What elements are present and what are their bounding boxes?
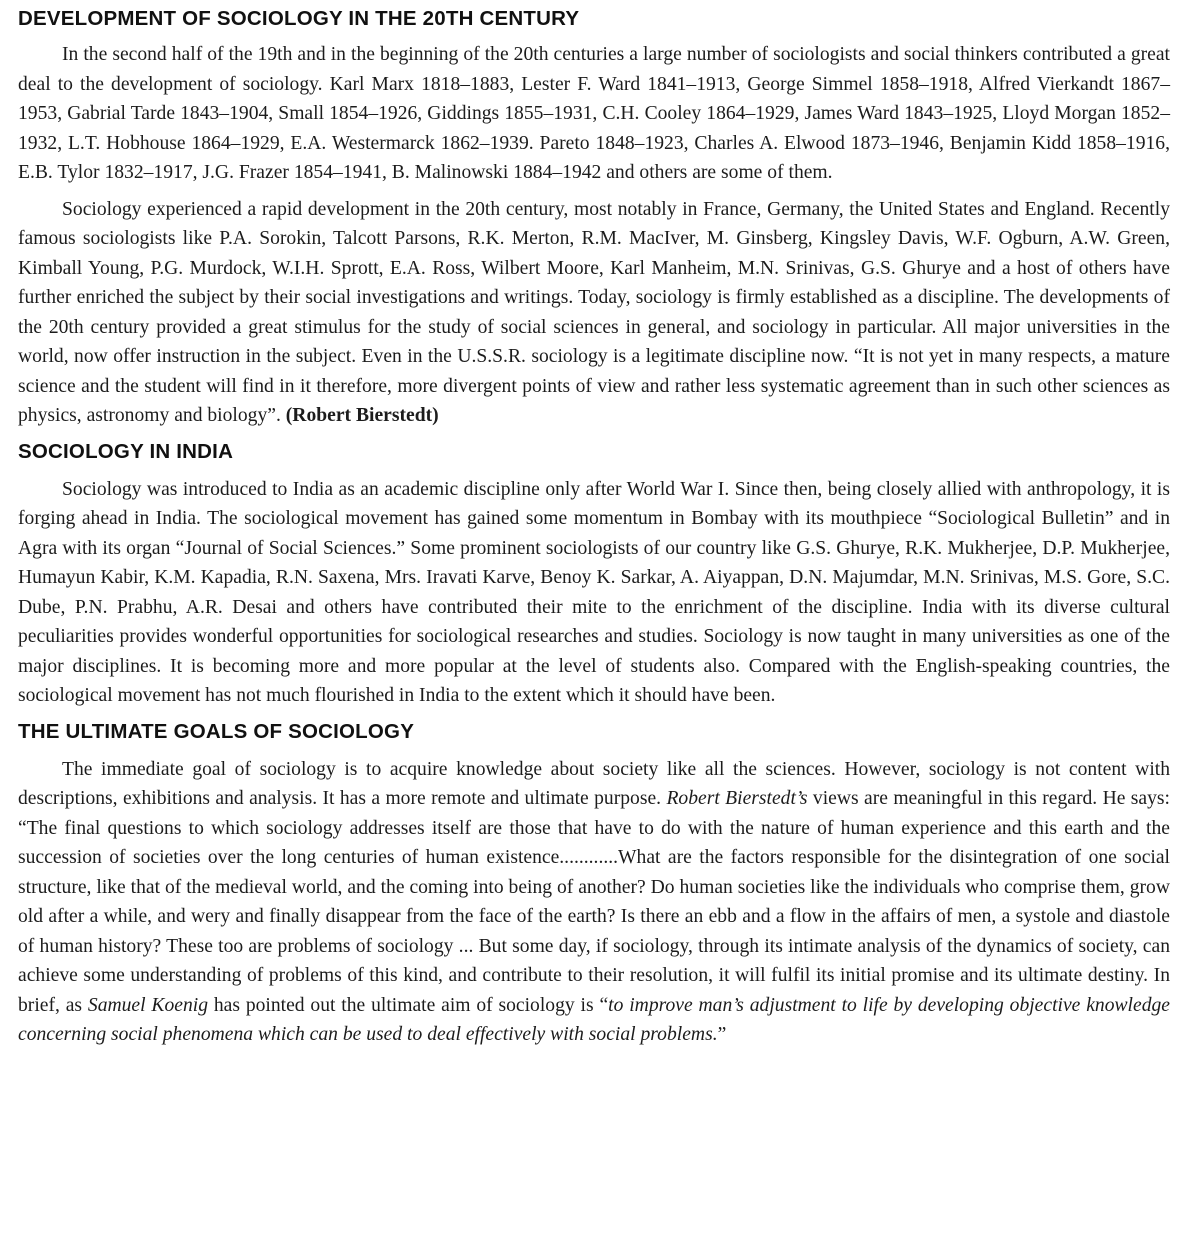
document-page [18,6,1170,1050]
closing-quote-mark: ” [717,1024,727,1045]
section-heading-development: DEVELOPMENT OF SOCIOLOGY IN THE 20TH CENTURY [18,7,580,30]
paragraph-text-part-3: has pointed out the ultimate aim of sociology is “ [213,994,609,1016]
paragraph-text: Sociology experienced a rapid development in the 20th century, most notably in France, Germany, the United States and England. Recently famous sociologists like P.A. Sorokin, Talcott Parsons, R.K. Merton, R.M. MacIver, M. Ginsberg, Kingsley Davis, W.F. Ogburn, A.W. Green, Kimball Young, P.G. Murdock, W.I.H. Sprott, E.A. Ross, Wilbert Moore, Karl Manheim, M.N. Srinivas, G.S. Ghurye and a host of others have further enriched the subject by their social investigations and writings. Today, sociology is firmly established as a discipline. The developments of the 20th century provided a great stimulus for the study of social sciences in general, and sociology in particular. All major universities in the world, now offer instruction in the subject. Even in the U.S.S.R. sociology is a legitimate discipline now. “It is not yet in many respects, a mature science and the student will find in it therefore, more divergent points of view and rather less systematic agreement than in such other sciences as physics, astronomy and biology”. [18,198,1170,426]
author-name-robert-bierstedt: Robert Bierstedt’s [666,788,808,809]
citation-robert-bierstedt: (Robert Bierstedt) [285,405,439,426]
paragraph-19th-century-sociologists: In the second half of the 19th and in the beginning of the 20th centuries a large number of sociologists and social thinkers contributed a great deal to the development of sociology. Karl Marx 1818–1883, Lester F. Ward 1841–1913, George Simmel 1858–1918, Alfred Vierkandt 1867–1953, Gabrial Tarde 1843–1904, Small 1854–1926, Giddings 1855–1931, C.H. Cooley 1864–1929, James Ward 1843–1925, Lloyd Morgan 1852–1932, L.T. Hobhouse 1864–1929, E.A. Westermarck 1862–1939. Pareto 1848–1923, Charles A. Elwood 1873–1946, Benjamin Kidd 1858–1916, E.B. Tylor 1832–1917, J.G. Frazer 1854–1941, B. Malinowski 1884–1942 and others are some of them. [18,44,1170,183]
section-heading-india: SOCIOLOGY IN INDIA [18,439,234,463]
paragraph-sociology-in-india: Sociology was introduced to India as an academic discipline only after World War I. Since then, being closely allied with anthropology, it is forging ahead in India. The sociological movement has gained some momentum in Bombay with its mouthpiece “Sociological Bulletin” and in Agra with its organ “Journal of Social Sciences.” Some prominent sociologists of our country like G.S. Ghurye, R.K. Mukherjee, D.P. Mukherjee, Humayun Kabir, K.M. Kapadia, R.N. Saxena, Mrs. Iravati Karve, Benoy K. Sarkar, A. Aiyappan, D.N. Majumdar, M.N. Srinivas, M.S. Gore, S.C. Dube, P.N. Prabhu, A.R. Desai and others have contributed their mite to the enrichment of the discipline. India with its diverse cultural peculiarities provides wonderful opportunities for sociological researches and studies. Sociology is now taught in many universities as one of the major disciplines. It is becoming more and more popular at the level of students also. Compared with the English-speaking countries, the sociological movement has not much flourished in India to the extent which it should have been. [18,478,1170,706]
koenig-quote: to improve man’s adjustment to life by developing objective knowledge concerning social phenomena which can be used to deal effectively with social problems. [18,994,1170,1045]
section-heading-ultimate-goals: THE ULTIMATE GOALS OF SOCIOLOGY [18,719,415,743]
paragraph-text-part-1: The immediate goal of sociology is to acquire knowledge about society like all the sciences. However, sociology is not content with descriptions, exhibitions and analysis. It has a more remote and ultimate purpose. [18,758,1170,809]
author-name-samuel-koenig: Samuel Koenig [87,994,209,1016]
paragraph-ultimate-goals [18,755,1170,1050]
paragraph-20th-century-development [18,195,1170,431]
paragraph-text-part-2: views are meaningful in this regard. He says: “The final questions to which sociology addresses itself are those that have to do with the nature of human experience and this earth and the succession of societies over the long centuries of human existence............What are the factors responsible for the disintegration of one social structure, like that of the medieval world, and the coming into being of another? Do human societies like the individuals who comprise them, grow old after a while, and wery and finally disappear from the face of the earth? Is there an ebb and a flow in the affairs of men, a systole and diastole of human history? These too are problems of sociology ... But some day, if sociology, through its intimate analysis of the dynamics of society, can achieve some understanding of problems of this kind, and contribute to their resolution, it will fulfil its initial promise and its ultimate destiny. In brief, as [18,788,1170,1016]
